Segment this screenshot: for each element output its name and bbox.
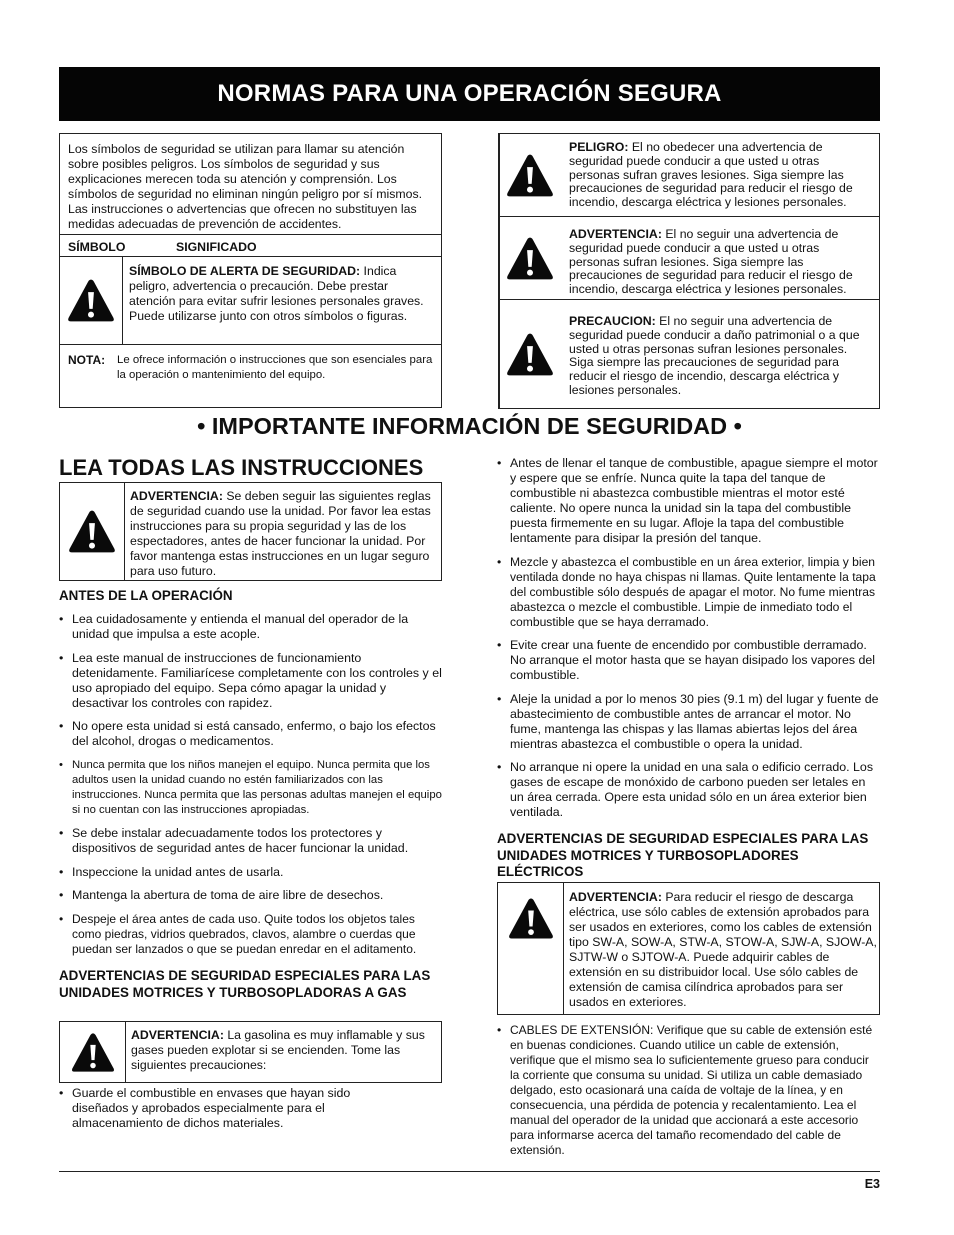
alert-symbol-label: SÍMBOLO DE ALERTA DE SEGURIDAD: (129, 264, 361, 278)
gas-warning-label: ADVERTENCIA: (131, 1028, 224, 1042)
caution-triangle-icon (505, 331, 555, 378)
warning-label: ADVERTENCIA: (569, 227, 662, 241)
note-label: NOTA: (68, 353, 106, 367)
column-header-symbol: SÍMBOLO (68, 240, 126, 254)
read-warning-label: ADVERTENCIA: (130, 489, 223, 503)
gas-warning-box (59, 1021, 442, 1083)
electric-warning-box (497, 882, 880, 1015)
list-item: • Mantenga la abertura de toma de aire libre de desechos. (59, 888, 444, 903)
page-number: E3 (864, 1177, 880, 1191)
danger-triangle-icon (505, 152, 555, 199)
gas-units-heading: ADVERTENCIAS DE SEGURIDAD ESPECIALES PARA LAS UNIDADES MOTRICES Y TURBOSOPLADORAS A GAS (59, 968, 431, 1000)
warning-triangle-icon (67, 508, 117, 555)
extension-cords-list (497, 1023, 877, 1167)
read-warning-text (130, 489, 438, 579)
caution-label: PRECAUCION: (569, 314, 656, 328)
list-item: • CABLES DE EXTENSIÓN: Verifique que su cable de extensión esté en buenas condiciones. Cuando utilice un cable de extensión, verifique que el mismo sea lo suficientemente grueso para conducir la corriente que consuma su unidad. Si utiliza un cable demasiado delgado, esto ocasionará una caída de voltaje de la línea, y en consecuencia, una pérdida de potencia y recalentamiento. Lea el manual del operador de la unidad que accionará a este accesorio para informarse acerca del tamaño recomendado del cable de extensión. (497, 1023, 877, 1158)
alert-symbol-cell (60, 256, 122, 344)
list-item: • No arranque ni opere la unidad en una sala o edificio cerrado. Los gases de escape de monóxido de carbono pueden ser letales en un área cerrada. Opere esta unidad sólo en un área exterior bien ventilada. (497, 760, 882, 820)
warning-triangle-icon (66, 277, 116, 324)
alert-symbol-text: Indica peligro, advertencia o precaución. Debe prestar atención para evitar sufrir lesiones personales graves. Puede utilizarse junto con otros símbolos o figuras. (129, 264, 424, 323)
danger-description (569, 141, 873, 210)
warning-triangle-icon (507, 896, 555, 941)
list-item: • Inspeccione la unidad antes de usarla. (59, 865, 444, 880)
read-all-instructions-heading: LEA TODAS LAS INSTRUCCIONES (59, 455, 424, 480)
caution-description (569, 315, 873, 398)
note-text: Le ofrece información o instrucciones que son esenciales para la operación o mantenimiento del equipo. (117, 354, 433, 381)
list-item: • Despeje el área antes de cada uso. Quite todos los objetos tales como piedras, vidrios quebrados, clavos, alambre o cuerdas que puedan ser lanzados o que se puedan enredar en el aditamento. (59, 912, 444, 957)
danger-text: El no obedecer una advertencia de seguridad puede conducir a que usted u otras personas sufran graves lesiones. Siga siempre las precauciones de seguridad para reducir el riesgo de incendio, descarga eléctrica y lesiones personales. (569, 140, 853, 210)
list-item: • Se debe instalar adecuadamente todos los protectores y dispositivos de seguridad antes de hacer funcionar la unidad. (59, 826, 444, 856)
gas-warning-text (131, 1028, 439, 1073)
read-warning-box (59, 482, 442, 581)
intro-paragraph: Los símbolos de seguridad se utilizan para llamar su atención sobre posibles peligros. Los símbolos de seguridad y sus explicaciones merecen toda su atención y comprensión. Los símbolos de seguridad no eliminan ningún peligro por sí mismos. Las instrucciones o advertencias que ofrecen no substituyen las medidas adecuadas de prevención de accidentes. (68, 142, 423, 231)
electric-warning-body: Para reducir el riesgo de descarga eléctrica, use sólo cables de extensión aprobados para ser usados en exteriores, como los cables de extensión tipo SW-A, SOW-A, STW-A, STOW-A, SJW-A, SJOW-A, SJTW-W o SJTOW-A. Puede adquirir cables de extensión en su distribuidor local. Use sólo cables de extensión de camisa cilíndrica aprobados para ser usados en exteriores. (569, 890, 877, 1009)
symbols-intro-box (59, 133, 442, 408)
warning-description (569, 228, 873, 297)
list-item: • Antes de llenar el tanque de combustible, apague siempre el motor y espere que se enfríe. Nunca quite la tapa del tanque de combustible ni abastezca combustible mientras el motor esté caliente. No opere nunca la unidad sin la tapa del combustible puesta firmemente en su lugar. Afloje la tapa del combustible lentamente para disipar la presión del tanque. (497, 456, 882, 546)
list-item: • Nunca permita que los niños manejen el equipo. Nunca permita que los adultos usen la unidad cuando no estén familiarizados con las instrucciones. Nunca permita que las personas adultas manejen el equipo si no cuentan con las instrucciones apropiadas. (59, 758, 444, 818)
footer-divider (59, 1171, 880, 1172)
page-title: NORMAS PARA UNA OPERACIÓN SEGURA (59, 67, 880, 121)
alert-symbol-meaning (129, 264, 429, 324)
warning-triangle-icon (70, 1031, 116, 1074)
read-warning-body: Se deben seguir las siguientes reglas de seguridad cuando use la unidad. Por favor lea estas instrucciones para su propia seguridad y las de los espectadores, antes de hacer funcionar la unidad. Por favor mantenga estas instrucciones en un lugar seguro para uso futuro. (130, 489, 431, 578)
caution-text: El no seguir una advertencia de seguridad puede conducir a daño patrimonial o a que usted u otras personas sufran lesiones personales. Siga siempre las precauciones de seguridad para reducir el riesgo de incendio, descarga eléctrica y lesiones personales. (569, 314, 860, 397)
important-info-title: • IMPORTANTE INFORMACIÓN DE SEGURIDAD • (197, 413, 742, 439)
electric-warning-text (569, 890, 877, 1010)
signal-words-box (498, 133, 880, 409)
list-item: • Lea este manual de instrucciones de funcionamiento detenidamente. Familiarícese completamente con los controles y el uso apropiado del equipo. Sepa cómo apagar la unidad y desactivar los controles con rapidez. (59, 651, 444, 711)
gas-list (59, 1086, 389, 1140)
list-item: • No opere esta unidad si está cansado, enfermo, o bajo los efectos del alcohol, drogas o medicamentos. (59, 719, 444, 749)
column-header-meaning: SIGNIFICADO (176, 240, 257, 254)
electric-units-heading: ADVERTENCIAS DE SEGURIDAD ESPECIALES PARA LAS UNIDADES MOTRICES Y TURBOSOPLADORES ELÉCTRICOS (497, 831, 869, 879)
before-operation-list (59, 612, 444, 965)
list-item: • Lea cuidadosamente y entienda el manual del operador de la unidad que impulsa a este acople. (59, 612, 444, 642)
list-item: • Evite crear una fuente de encendido por combustible derramado. No arranque el motor hasta que se hayan disipado los vapores del combustible. (497, 638, 882, 683)
gas-warning-body: La gasolina es muy inflamable y sus gases pueden explotar si se encienden. Tome las siguientes precauciones: (131, 1028, 425, 1072)
list-item: • Guarde el combustible en envases que hayan sido diseñados y aprobados especialmente para el almacenamiento de dichos materiales. (59, 1086, 389, 1131)
list-item: • Aleje la unidad a por lo menos 30 pies (9.1 m) del lugar y fuente de abastecimiento de combustible antes de arrancar el motor. No fume, mantenga las chispas y las llamas abiertas lejos del área mientras abastezca el combustible o opera la unidad. (497, 692, 882, 752)
before-operation-heading: ANTES DE LA OPERACIÓN (59, 588, 233, 603)
danger-label: PELIGRO: (569, 140, 629, 154)
electric-warning-label: ADVERTENCIA: (569, 890, 662, 904)
list-item: • Mezcle y abastezca el combustible en un área exterior, limpia y bien ventilada donde no haya chispas ni llamas. Quite lentamente la tapa del combustible sólo después de apagar el motor. No fume mientras abastezca o mezcle el combustible. Limpie de inmediato todo el combustible que se haya derramado. (497, 555, 882, 630)
warning-text: El no seguir una advertencia de seguridad puede conducir a que usted u otras personas sufran lesiones. Siga siempre las precauciones de seguridad para reducir el riesgo de incendio, descarga eléctrica y lesiones personales. (569, 227, 853, 297)
warning-triangle-icon (505, 235, 555, 282)
fuel-safety-list (497, 456, 882, 829)
